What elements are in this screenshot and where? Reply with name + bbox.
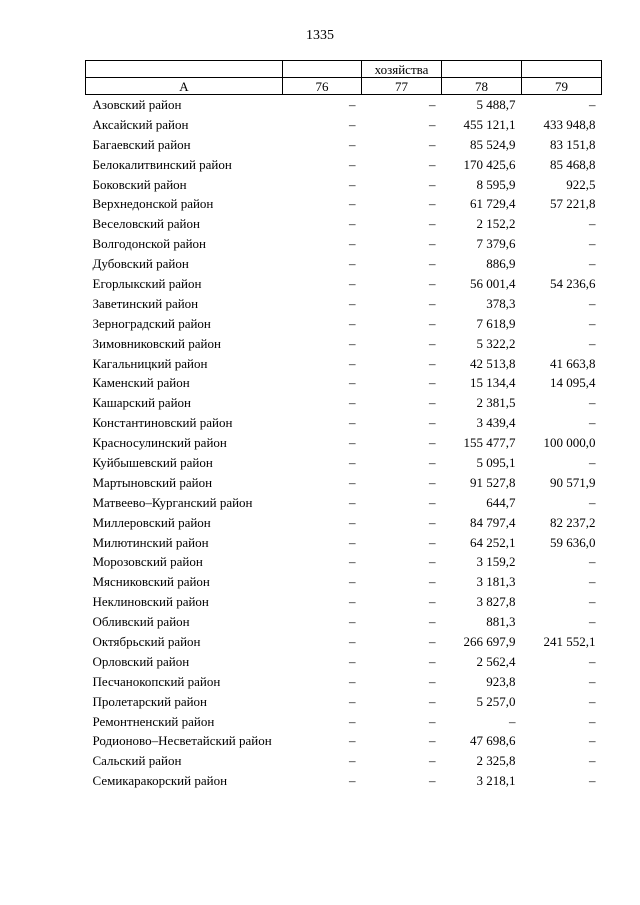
table-row xyxy=(86,254,602,274)
table-row xyxy=(86,453,602,473)
header-col-79: 79 xyxy=(522,78,602,95)
table-row xyxy=(86,512,602,532)
table-row xyxy=(86,114,602,134)
value-cell-79: 54 236,6 xyxy=(550,275,596,291)
value-cell-78: 881,3 xyxy=(486,614,516,630)
district-name-cell: Миллеровский район xyxy=(92,514,211,530)
value-cell-79: 922,5 xyxy=(566,176,596,192)
district-name-cell: Егорлыкский район xyxy=(92,275,202,291)
district-name-cell: Багаевский район xyxy=(92,136,191,152)
value-cell-79: – xyxy=(589,256,596,272)
value-cell-77: – xyxy=(429,375,436,391)
table-row xyxy=(86,771,602,791)
value-cell-76: – xyxy=(349,773,356,789)
value-cell-79: – xyxy=(589,335,596,351)
value-cell-78: 42 513,8 xyxy=(470,355,516,371)
value-cell-78: 455 121,1 xyxy=(463,116,516,132)
value-cell-79: – xyxy=(589,693,596,709)
table-row xyxy=(86,393,602,413)
header-group-empty-76 xyxy=(283,61,362,78)
district-name-cell: Ремонтненский район xyxy=(92,713,215,729)
value-cell-77: – xyxy=(429,335,436,351)
district-name-cell: Семикаракорский район xyxy=(92,773,228,789)
value-cell-76: – xyxy=(349,594,356,610)
value-cell-78: 3 181,3 xyxy=(476,574,516,590)
value-cell-79: – xyxy=(589,574,596,590)
value-cell-76: – xyxy=(349,275,356,291)
value-cell-76: – xyxy=(349,116,356,132)
value-cell-79: 82 237,2 xyxy=(550,514,596,530)
table-row xyxy=(86,274,602,294)
table-row xyxy=(86,413,602,433)
table-row xyxy=(86,194,602,214)
district-name-cell: Зерноградский район xyxy=(92,315,211,331)
value-cell-77: – xyxy=(429,395,436,411)
value-cell-78: 2 152,2 xyxy=(476,216,516,232)
value-cell-77: – xyxy=(429,176,436,192)
value-cell-79: – xyxy=(589,415,596,431)
value-cell-79: – xyxy=(589,554,596,570)
value-cell-78: 5 095,1 xyxy=(476,454,516,470)
district-name-cell: Октябрьский район xyxy=(92,633,201,649)
value-cell-78: 8 595,9 xyxy=(476,176,516,192)
district-name-cell: Константиновский район xyxy=(92,415,233,431)
table-row xyxy=(86,592,602,612)
header-column-row xyxy=(86,78,602,95)
value-cell-77: – xyxy=(429,494,436,510)
district-name-cell: Морозовский район xyxy=(92,554,203,570)
value-cell-79: – xyxy=(589,454,596,470)
value-cell-76: – xyxy=(349,355,356,371)
table-row xyxy=(86,711,602,731)
table-row xyxy=(86,612,602,632)
value-cell-79: – xyxy=(589,653,596,669)
district-name-cell: Песчанокопский район xyxy=(92,673,221,689)
value-cell-76: – xyxy=(349,653,356,669)
value-cell-78: 84 797,4 xyxy=(470,514,516,530)
value-cell-78: 47 698,6 xyxy=(470,733,516,749)
table-row xyxy=(86,214,602,234)
value-cell-79: – xyxy=(589,753,596,769)
district-name-cell: Родионово–Несветайский район xyxy=(92,733,272,749)
value-cell-79: – xyxy=(589,315,596,331)
value-cell-77: – xyxy=(429,554,436,570)
district-name-cell: Волгодонской район xyxy=(92,236,207,252)
value-cell-77: – xyxy=(429,136,436,152)
value-cell-78: 2 381,5 xyxy=(476,395,516,411)
district-name-cell: Сальский район xyxy=(92,753,182,769)
value-cell-79: 85 468,8 xyxy=(550,156,596,172)
table-row xyxy=(86,651,602,671)
value-cell-78: 5 488,7 xyxy=(476,97,516,113)
value-cell-77: – xyxy=(429,97,436,113)
district-name-cell: Красносулинский район xyxy=(92,435,227,451)
value-cell-78: 15 134,4 xyxy=(470,375,516,391)
value-cell-79: 14 095,4 xyxy=(550,375,596,391)
value-cell-76: – xyxy=(349,514,356,530)
value-cell-76: – xyxy=(349,574,356,590)
value-cell-77: – xyxy=(429,773,436,789)
value-cell-77: – xyxy=(429,594,436,610)
value-cell-77: – xyxy=(429,454,436,470)
value-cell-79: – xyxy=(589,295,596,311)
value-cell-78: 61 729,4 xyxy=(470,196,516,212)
district-name-cell: Зимовниковский район xyxy=(92,335,221,351)
value-cell-78: 2 325,8 xyxy=(476,753,516,769)
value-cell-78: 7 618,9 xyxy=(476,315,516,331)
value-cell-76: – xyxy=(349,554,356,570)
district-name-cell: Мясниковский район xyxy=(92,574,210,590)
value-cell-79: – xyxy=(589,494,596,510)
value-cell-78: 56 001,4 xyxy=(470,275,516,291)
table-row xyxy=(86,632,602,652)
value-cell-78: 5 257,0 xyxy=(476,693,516,709)
value-cell-77: – xyxy=(429,315,436,331)
table-row xyxy=(86,671,602,691)
value-cell-78: 3 218,1 xyxy=(476,773,516,789)
value-cell-76: – xyxy=(349,454,356,470)
value-cell-77: – xyxy=(429,713,436,729)
value-cell-78: 85 524,9 xyxy=(470,136,516,152)
value-cell-76: – xyxy=(349,633,356,649)
value-cell-78: 378,3 xyxy=(486,295,516,311)
value-cell-77: – xyxy=(429,156,436,172)
value-cell-79: 433 948,8 xyxy=(543,116,596,132)
value-cell-79: – xyxy=(589,216,596,232)
value-cell-79: – xyxy=(589,614,596,630)
district-name-cell: Боковский район xyxy=(92,176,187,192)
value-cell-78: 64 252,1 xyxy=(470,534,516,550)
district-name-cell: Куйбышевский район xyxy=(92,454,213,470)
value-cell-77: – xyxy=(429,633,436,649)
table-row xyxy=(86,492,602,512)
value-cell-79: – xyxy=(589,673,596,689)
district-name-cell: Орловский район xyxy=(92,653,190,669)
value-cell-77: – xyxy=(429,415,436,431)
district-name-cell: Белокалитвинский район xyxy=(92,156,232,172)
value-cell-79: 241 552,1 xyxy=(543,633,596,649)
value-cell-76: – xyxy=(349,335,356,351)
value-cell-76: – xyxy=(349,97,356,113)
district-name-cell: Неклиновский район xyxy=(92,594,209,610)
value-cell-78: 923,8 xyxy=(486,673,516,689)
value-cell-79: – xyxy=(589,594,596,610)
value-cell-77: – xyxy=(429,753,436,769)
value-cell-77: – xyxy=(429,116,436,132)
district-name-cell: Мартыновский район xyxy=(92,474,213,490)
page-number: 1335 xyxy=(306,28,334,43)
table-body xyxy=(86,95,602,791)
value-cell-77: – xyxy=(429,693,436,709)
district-name-cell: Милютинский район xyxy=(92,534,209,550)
value-cell-76: – xyxy=(349,534,356,550)
value-cell-77: – xyxy=(429,653,436,669)
value-cell-78: 266 697,9 xyxy=(463,633,516,649)
value-cell-79: – xyxy=(589,773,596,789)
district-name-cell: Кашарский район xyxy=(92,395,191,411)
value-cell-79: 100 000,0 xyxy=(543,435,596,451)
value-cell-77: – xyxy=(429,216,436,232)
value-cell-78: 644,7 xyxy=(486,494,516,510)
header-col-name: А xyxy=(86,78,283,95)
table-row xyxy=(86,691,602,711)
value-cell-76: – xyxy=(349,395,356,411)
table-row xyxy=(86,472,602,492)
value-cell-77: – xyxy=(429,574,436,590)
table-row xyxy=(86,95,602,115)
value-cell-77: – xyxy=(429,256,436,272)
value-cell-76: – xyxy=(349,375,356,391)
header-group-row xyxy=(86,61,602,78)
district-budget-table xyxy=(85,60,602,791)
value-cell-76: – xyxy=(349,196,356,212)
value-cell-77: – xyxy=(429,514,436,530)
header-col-76: 76 xyxy=(283,78,362,95)
value-cell-78: 170 425,6 xyxy=(463,156,516,172)
table-row xyxy=(86,313,602,333)
value-cell-79: – xyxy=(589,236,596,252)
value-cell-76: – xyxy=(349,156,356,172)
district-name-cell: Обливский район xyxy=(92,614,190,630)
value-cell-79: – xyxy=(589,733,596,749)
value-cell-76: – xyxy=(349,733,356,749)
district-name-cell: Азовский район xyxy=(92,97,182,113)
header-group-label: хозяйства xyxy=(362,61,442,78)
value-cell-76: – xyxy=(349,474,356,490)
value-cell-76: – xyxy=(349,614,356,630)
table-row xyxy=(86,353,602,373)
value-cell-76: – xyxy=(349,494,356,510)
value-cell-76: – xyxy=(349,315,356,331)
table-row xyxy=(86,433,602,453)
value-cell-79: 83 151,8 xyxy=(550,136,596,152)
value-cell-77: – xyxy=(429,673,436,689)
value-cell-79: – xyxy=(589,97,596,113)
value-cell-79: 41 663,8 xyxy=(550,355,596,371)
value-cell-76: – xyxy=(349,236,356,252)
district-name-cell: Кагальницкий район xyxy=(92,355,208,371)
value-cell-76: – xyxy=(349,693,356,709)
header-group-empty-name xyxy=(86,61,283,78)
district-name-cell: Веселовский район xyxy=(92,216,200,232)
district-name-cell: Аксайский район xyxy=(92,116,189,132)
value-cell-77: – xyxy=(429,275,436,291)
table-row xyxy=(86,751,602,771)
value-cell-77: – xyxy=(429,196,436,212)
header-group-empty-79 xyxy=(522,61,602,78)
value-cell-77: – xyxy=(429,355,436,371)
header-col-77: 77 xyxy=(362,78,442,95)
value-cell-76: – xyxy=(349,216,356,232)
value-cell-76: – xyxy=(349,435,356,451)
table-row xyxy=(86,572,602,592)
value-cell-77: – xyxy=(429,733,436,749)
table-row xyxy=(86,333,602,353)
header-group-empty-78 xyxy=(442,61,522,78)
table-row xyxy=(86,293,602,313)
district-name-cell: Верхнедонской район xyxy=(92,196,214,212)
value-cell-78: – xyxy=(509,713,516,729)
table-row xyxy=(86,532,602,552)
value-cell-76: – xyxy=(349,136,356,152)
value-cell-77: – xyxy=(429,236,436,252)
value-cell-76: – xyxy=(349,295,356,311)
table-row xyxy=(86,731,602,751)
value-cell-78: 7 379,6 xyxy=(476,236,516,252)
value-cell-77: – xyxy=(429,474,436,490)
value-cell-78: 91 527,8 xyxy=(470,474,516,490)
value-cell-76: – xyxy=(349,713,356,729)
value-cell-77: – xyxy=(429,435,436,451)
table-row xyxy=(86,552,602,572)
table-row xyxy=(86,373,602,393)
value-cell-76: – xyxy=(349,753,356,769)
district-name-cell: Заветинский район xyxy=(92,295,199,311)
value-cell-76: – xyxy=(349,673,356,689)
table-row xyxy=(86,154,602,174)
value-cell-77: – xyxy=(429,534,436,550)
value-cell-78: 5 322,2 xyxy=(476,335,516,351)
value-cell-79: – xyxy=(589,713,596,729)
value-cell-78: 3 827,8 xyxy=(476,594,516,610)
value-cell-79: – xyxy=(589,395,596,411)
table-row xyxy=(86,174,602,194)
value-cell-79: 57 221,8 xyxy=(550,196,596,212)
value-cell-78: 2 562,4 xyxy=(476,653,516,669)
value-cell-77: – xyxy=(429,614,436,630)
district-name-cell: Матвеево–Курганский район xyxy=(92,494,253,510)
value-cell-78: 155 477,7 xyxy=(463,435,516,451)
value-cell-77: – xyxy=(429,295,436,311)
table-row xyxy=(86,234,602,254)
value-cell-78: 3 159,2 xyxy=(476,554,516,570)
value-cell-79: 90 571,9 xyxy=(550,474,596,490)
value-cell-76: – xyxy=(349,415,356,431)
table-row xyxy=(86,134,602,154)
value-cell-78: 3 439,4 xyxy=(476,415,516,431)
value-cell-78: 886,9 xyxy=(486,256,516,272)
district-name-cell: Дубовский район xyxy=(92,256,189,272)
value-cell-76: – xyxy=(349,176,356,192)
district-name-cell: Пролетарский район xyxy=(92,693,208,709)
value-cell-79: 59 636,0 xyxy=(550,534,596,550)
header-col-78: 78 xyxy=(442,78,522,95)
value-cell-76: – xyxy=(349,256,356,272)
district-name-cell: Каменский район xyxy=(92,375,190,391)
